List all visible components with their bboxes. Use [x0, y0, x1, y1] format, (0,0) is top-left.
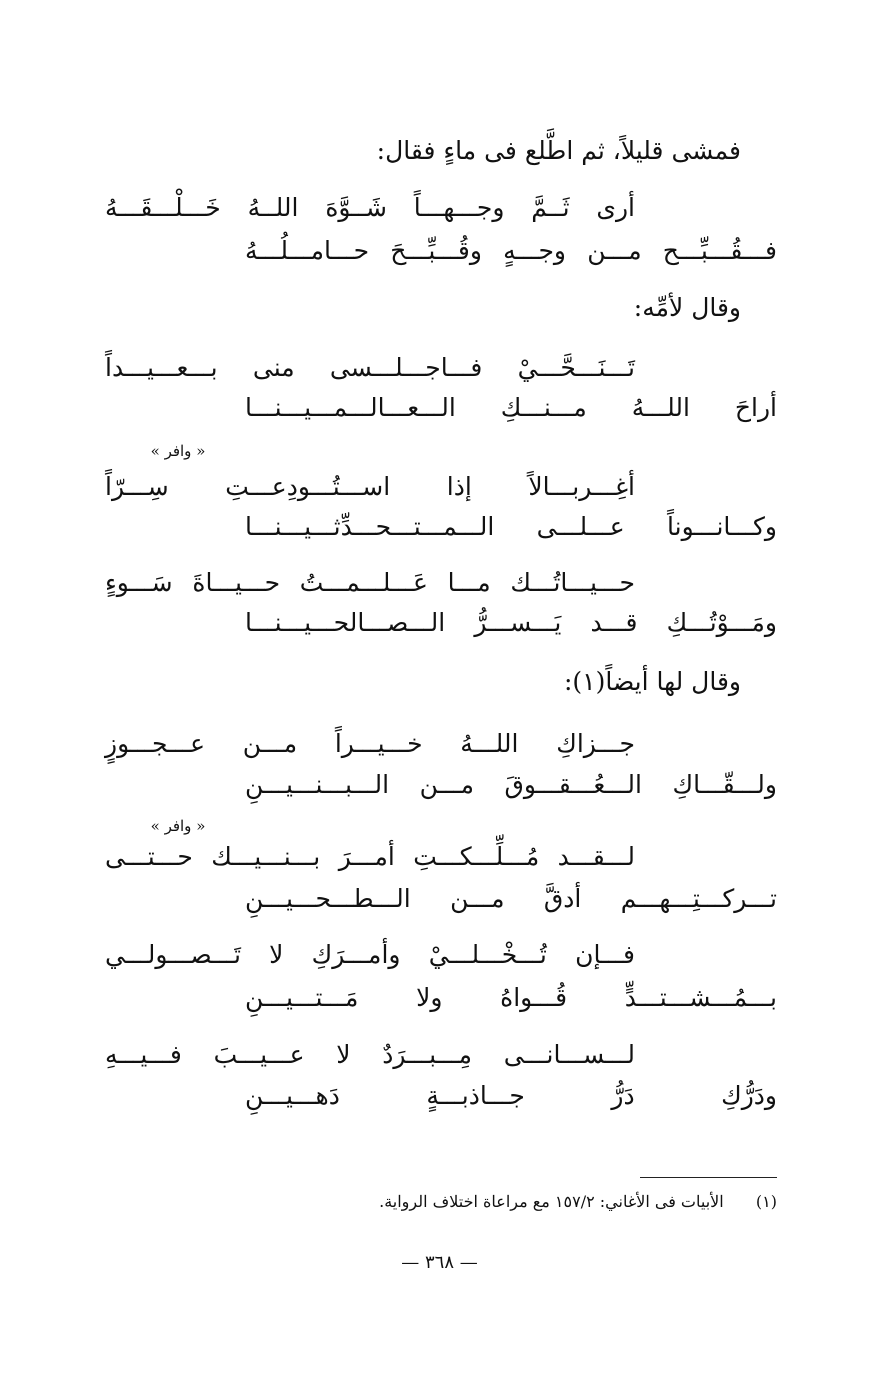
- verse-3-second-hemistich: وكـــانـــوناً عـــلـــى الـــمـــتـــحـــدِّثـــيـــنـــا: [245, 512, 777, 541]
- footnote-text: الأبيات فى الأغاني: ١٥٧/٢ مع مراعاة اختلاف الرواية.: [379, 1192, 724, 1211]
- footnote: [379, 1192, 777, 1211]
- verse-6-second-hemistich: تـــركـــتِـــهـــم أدقَّ مـــن الـــطـــحـــيـــنِ: [245, 884, 777, 913]
- verse-1-second-hemistich: فـــقُـــبِّـــح مـــن وجـــهٍ وقُـــبِّـــحَ حـــامـــلُـــهُ: [245, 236, 777, 265]
- verse-7-first-hemistich: فـــإن تُـــخْـــلـــيْ وأمـــرَكِ لا تَـــصـــولـــي: [105, 940, 635, 969]
- verse-4-second-hemistich: ومَـــوْتُـــكِ قـــد يَـــســـرُّ الـــصـــالحـــيـــنـــا: [245, 608, 777, 637]
- footnote-divider: [640, 1177, 777, 1178]
- intro-line-2: وقال لأمِّه:: [633, 293, 741, 322]
- verse-8-first-hemistich: لـــســـانـــى مِـــبـــرَدٌ لا عـــيـــبَ فـــيـــهِ: [105, 1040, 635, 1069]
- verse-8-second-hemistich: ودَرُّكِ دَرُّ جـــاذبـــةٍ دَهـــيـــنِ: [245, 1081, 777, 1110]
- verse-5-second-hemistich: ولـــقّـــاكِ الـــعُـــقـــوقَ مـــن الـــبـــنـــيـــنِ: [245, 770, 777, 799]
- verse-1-first-hemistich: أرى ثَــمَّ وجـــهـــاً شَــوَّهَ اللــهُ خَـــلْـــقَـــهُ: [105, 193, 635, 222]
- meter-label: « وافر »: [150, 442, 206, 460]
- verse-7-second-hemistich: بـــمُـــشـــتـــدٍّ قُـــواهُ ولا مَـــتـــيـــنِ: [245, 983, 777, 1012]
- verse-4-first-hemistich: حـــيـــاتُـــك مـــا عَـــلـــمـــتُ حـــيـــاةَ سَـــوءٍ: [105, 568, 635, 597]
- verse-6-first-hemistich: لـــقـــد مُـــلِّـــكـــتِ أمـــرَ بـــنـــيـــك حـــتـــى: [105, 842, 635, 871]
- verse-2-second-hemistich: أراحَ اللـــهُ مـــنـــكِ الـــعـــالـــمـــيـــنـــا: [245, 393, 777, 422]
- intro-line-3: وقال لها أيضاً(١):: [563, 667, 741, 696]
- verse-2-first-hemistich: تَـــنَـــحَّـــيْ فـــاجـــلـــسى منى بـــعـــيـــداً: [105, 353, 635, 382]
- meter-label-2: « وافر »: [150, 817, 206, 835]
- verse-5-first-hemistich: جـــزاكِ اللـــهُ خـــيـــراً مـــن عـــجـــوزٍ: [105, 729, 635, 758]
- verse-3-first-hemistich: أغِـــربـــالاً إذا اســـتُـــودِعـــتِ سِـــرّاً: [105, 472, 635, 501]
- page-number: — ٣٦٨ —: [401, 1252, 478, 1273]
- footnote-marker: (١): [755, 1192, 777, 1211]
- intro-line: فمشى قليلاً، ثم اطَّلع فى ماءٍ فقال:: [376, 136, 741, 165]
